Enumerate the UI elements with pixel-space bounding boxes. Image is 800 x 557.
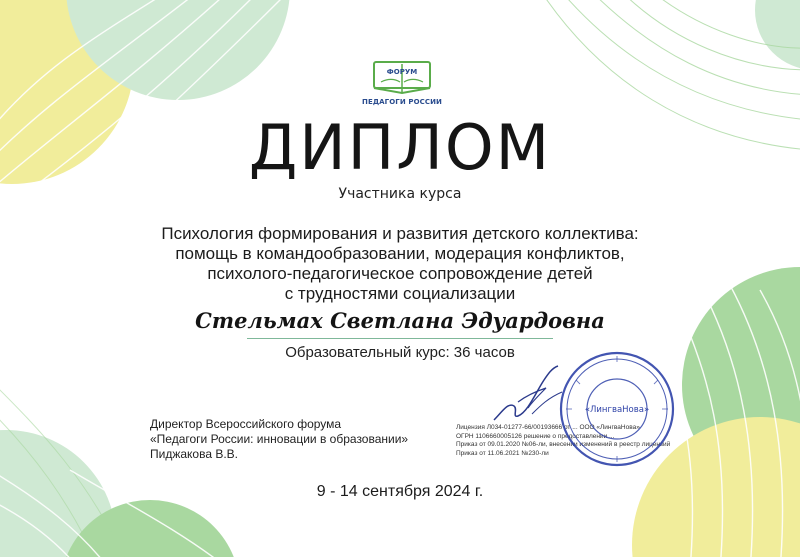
director-organization: «Педагоги России: инновации в образовании» (150, 432, 409, 446)
course-line: психолого-педагогическое сопровождение детей (207, 264, 593, 283)
open-book-icon (374, 62, 430, 93)
license-line: ОГРН 1106660005126 решение о предоставлении ... (456, 432, 615, 440)
recipient-name: Стельмах Светлана Эдуардовна (195, 308, 605, 333)
mint-circle-top-right (755, 0, 800, 70)
logo-line2: ПЕДАГОГИ РОССИИ (361, 98, 443, 106)
name-underline (247, 338, 553, 339)
course-line: помощь в командообразовании, модерация конфликтов, (175, 244, 625, 263)
license-line: Приказ от 11.06.2021 №230-ли (456, 449, 549, 457)
course-hours: Образовательный курс: 36 часов (285, 344, 515, 361)
course-line: Психология формирования и развития детского коллектива: (161, 224, 639, 243)
course-dates: 9 - 14 сентября 2024 г. (316, 483, 484, 500)
diploma-subtitle: Участника курса (338, 186, 462, 202)
director-title: Директор Всероссийского форума (150, 417, 342, 431)
forum-logo (361, 58, 443, 110)
course-line: с трудностями социализации (284, 284, 516, 303)
course-title (0, 224, 800, 304)
director-block (150, 417, 408, 462)
seal-stamp (558, 350, 676, 468)
stamp-center-text: «ЛингваНова» (584, 405, 650, 415)
license-line: Приказ от 09.01.2020 №06-ли, внесении изменений в реестр лицензий (456, 441, 671, 448)
logo-line1: ФОРУМ (386, 68, 418, 76)
diploma-title: ДИПЛОМ (248, 111, 552, 184)
license-line: Лицензия Л034-01277-66/00193666 от ... ООО «ЛингваНова» (456, 424, 640, 431)
director-name: Пиджакова В.В. (150, 447, 239, 461)
